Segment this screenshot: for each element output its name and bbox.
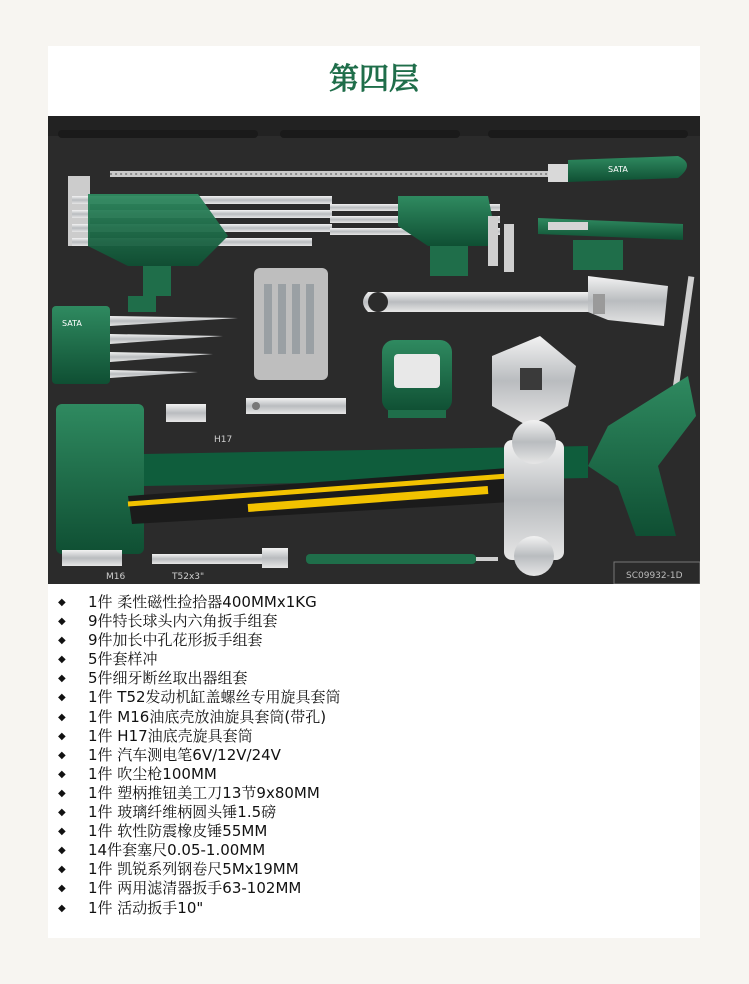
list-item [58,822,688,841]
list-item-text: 1件 汽车测电笔6V/12V/24V [88,745,281,764]
bullet-icon: ◆ [58,787,66,799]
bullet-icon: ◆ [58,902,66,914]
foam-slot [58,130,258,138]
list-item-text: 14件套塞尺0.05-1.00MM [88,841,266,860]
tape-measure [382,340,452,418]
list-item-text: 9件加长中孔花形扳手组套 [88,631,263,650]
list-item [58,841,688,860]
list-item-text: 1件 柔性磁性捡拾器400MMx1KG [88,593,317,611]
tool-tray-photo [48,116,700,584]
foam-slot [488,130,688,138]
list-item-text: 1件 玻璃纤维柄圆头锤1.5磅 [88,803,277,822]
list-item-text: 1件 软性防震橡皮锤55MM [88,822,268,841]
bullet-icon: ◆ [58,826,66,838]
bullet-icon: ◆ [58,692,66,704]
bullet-icon: ◆ [58,730,66,742]
bullet-icon: ◆ [58,711,66,723]
list-item [58,612,688,631]
product-code-box [614,562,700,584]
list-item-text: 1件 吹尘枪100MM [88,764,217,783]
list-item [58,746,688,765]
screw-extractor-set [254,268,328,380]
list-item [58,765,688,784]
brand-logo: SATA [62,319,82,328]
tool-tray-illustration [48,116,700,584]
list-item [58,688,688,707]
list-item-text: 1件 活动扳手10" [88,898,204,917]
circuit-tester [306,554,498,564]
layer-title: 第四层 [329,62,419,97]
product-code: SC09932-1D [626,571,683,581]
bullet-icon: ◆ [58,749,66,761]
bullet-icon: ◆ [58,768,66,780]
list-item [58,784,688,803]
foam-slot [280,130,460,138]
list-item [58,860,688,879]
m16-label: M16 [106,572,126,582]
bullet-icon: ◆ [58,597,66,608]
list-item [58,803,688,822]
list-item-text: 1件 两用滤清器扳手63-102MM [88,879,302,898]
t52-label: T52x3" [172,572,205,582]
h17-label: H17 [214,435,233,445]
list-item-text: 1件 M16油底壳放油旋具套筒(带孔) [88,707,327,726]
brand-logo: SATA [608,165,628,174]
list-item-text: 1件 T52发动机缸盖螺丝专用旋具套筒 [88,688,341,707]
bullet-icon: ◆ [58,864,66,876]
list-item-text: 1件 H17油底壳旋具套筒 [88,726,253,745]
bullet-icon: ◆ [58,673,66,685]
list-item [58,650,688,669]
list-item [58,631,688,650]
bullet-icon: ◆ [58,635,66,647]
list-item [58,708,688,727]
feeler-gauge [246,398,346,414]
bullet-icon: ◆ [58,807,66,819]
list-item [58,727,688,746]
bullet-icon: ◆ [58,654,66,666]
bullet-icon: ◆ [58,616,66,628]
bullet-icon: ◆ [58,883,66,895]
list-item-text: 1件 凯锐系列钢卷尺5Mx19MM [88,860,299,879]
list-item [58,879,688,898]
list-item-text: 5件细牙断丝取出器组套 [88,669,248,688]
list-item [58,593,688,612]
list-item-text: 9件特长球头内六角扳手组套 [88,612,278,631]
list-item-text: 1件 塑柄推钮美工刀13节9x80MM [88,783,320,802]
bullet-icon: ◆ [58,845,66,857]
list-item [58,669,688,688]
tool-contents-list [58,593,688,918]
list-item-text: 5件套样冲 [88,650,158,669]
list-item [58,899,688,918]
